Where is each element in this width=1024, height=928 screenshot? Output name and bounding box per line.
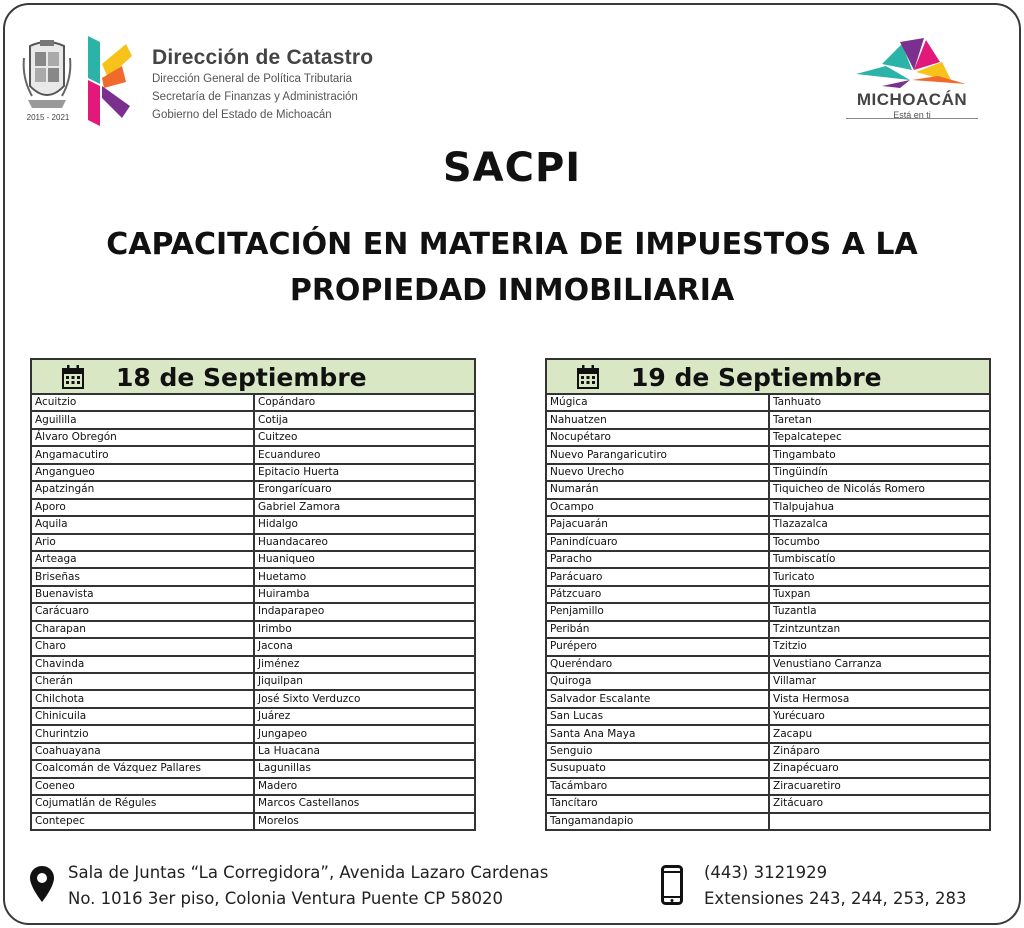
table-row [31,603,475,620]
state-logo-name: MICHOACÁN [856,90,968,109]
municipality-cell: Cojumatlán de Régules [31,795,254,812]
municipality-cell: Salvador Escalante [546,690,769,707]
municipality-cell: Tzintzuntzan [769,621,990,638]
municipality-cell: Senguio [546,743,769,760]
municipality-cell: Ario [31,534,254,551]
table-row [31,516,475,533]
state-logo-tagline: Está en ti [893,110,931,120]
table-row [546,446,990,463]
municipality-cell: Nahuatzen [546,411,769,428]
municipality-cell: Tingüindín [769,464,990,481]
municipality-cell: Álvaro Obregón [31,429,254,446]
municipality-cell: José Sixto Verduzco [254,690,475,707]
municipality-cell: Tumbiscatío [769,551,990,568]
table-row [31,690,475,707]
calendar-icon [62,365,84,389]
municipality-cell: Tiquicheo de Nicolás Romero [769,481,990,498]
municipality-cell: Aporo [31,499,254,516]
municipality-cell: Tocumbo [769,534,990,551]
table-row [546,656,990,673]
table-row [31,725,475,742]
page-subtitle [40,222,984,314]
coat-of-arms-icon [22,38,72,114]
municipality-cell: Lagunillas [254,760,475,777]
municipality-cell: Gabriel Zamora [254,499,475,516]
schedule-header [30,358,476,393]
municipality-cell: Coahuayana [31,743,254,760]
municipality-cell: Huiramba [254,586,475,603]
schedule-header [545,358,991,393]
municipality-cell: Jungapeo [254,725,475,742]
location-pin-icon [30,866,54,902]
municipality-cell: Acuitzio [31,394,254,411]
municipality-cell: Coeneo [31,778,254,795]
municipality-cell: Peribán [546,621,769,638]
municipality-cell: San Lucas [546,708,769,725]
municipality-cell: Cotija [254,411,475,428]
municipality-cell: Nuevo Parangaricutiro [546,446,769,463]
municipality-cell: Vista Hermosa [769,690,990,707]
municipality-cell: Briseñas [31,568,254,585]
table-row [31,760,475,777]
calendar-icon [577,365,599,389]
org-line: Dirección General de Política Tributaria [152,73,353,85]
municipality-cell: Tlalpujahua [769,499,990,516]
schedule-date: 18 de Septiembre [116,363,367,392]
mobile-phone-icon [661,865,683,905]
table-row [546,603,990,620]
table-row [546,795,990,812]
municipality-cell: Yurécuaro [769,708,990,725]
table-row [546,673,990,690]
municipality-cell: Ecuandureo [254,446,475,463]
table-row [31,534,475,551]
municipality-cell: Tangamandapio [546,813,769,830]
municipality-cell: Arteaga [31,551,254,568]
municipality-cell: Susupuato [546,760,769,777]
municipality-cell: Quiroga [546,673,769,690]
municipality-cell: Chilchota [31,690,254,707]
municipality-cell: Tacámbaro [546,778,769,795]
table-row [31,499,475,516]
page-title: SACPI [442,145,582,191]
municipality-cell: Cuitzeo [254,429,475,446]
table-row [31,795,475,812]
municipality-cell: Tepalcatepec [769,429,990,446]
municipality-cell: Jiquilpan [254,673,475,690]
municipality-cell: Hidalgo [254,516,475,533]
municipality-cell: Huaniqueo [254,551,475,568]
org-line: Gobierno del Estado de Michoacán [152,109,332,121]
municipality-table [545,393,991,831]
municipality-cell: Parácuaro [546,568,769,585]
municipality-cell: Ocampo [546,499,769,516]
schedule-date: 19 de Septiembre [631,363,882,392]
municipality-cell: Ziracuaretiro [769,778,990,795]
table-row [546,516,990,533]
municipality-cell: Aguililla [31,411,254,428]
municipality-cell: Tuxpan [769,586,990,603]
table-row [546,499,990,516]
table-row [31,411,475,428]
table-row [546,708,990,725]
table-row [31,586,475,603]
table-row [31,446,475,463]
municipality-cell: Angangueo [31,464,254,481]
table-row [31,551,475,568]
municipality-cell: Juárez [254,708,475,725]
table-row [546,690,990,707]
table-row [546,551,990,568]
municipality-cell: Zináparo [769,743,990,760]
municipality-cell: Cherán [31,673,254,690]
table-row [31,708,475,725]
municipality-cell: Buenavista [31,586,254,603]
municipality-cell: Tancítaro [546,795,769,812]
municipality-cell: Erongarícuaro [254,481,475,498]
municipality-cell: Villamar [769,673,990,690]
table-row [546,760,990,777]
table-row [546,534,990,551]
municipality-cell: Santa Ana Maya [546,725,769,742]
municipality-cell: Marcos Castellanos [254,795,475,812]
phone-number: (443) 3121929 [704,863,828,882]
municipality-cell: Numarán [546,481,769,498]
municipality-cell: Penjamillo [546,603,769,620]
table-row [546,429,990,446]
table-row [546,778,990,795]
table-row [31,638,475,655]
address-line: No. 1016 3er piso, Colonia Ventura Puente CP 58020 [68,889,503,908]
municipality-cell: Jiménez [254,656,475,673]
municipality-cell: Morelos [254,813,475,830]
municipality-cell: Nocupétaro [546,429,769,446]
municipality-cell: Churintzio [31,725,254,742]
contact-block [704,860,966,912]
municipality-cell: Tuzantla [769,603,990,620]
table-row [546,481,990,498]
address-line: Sala de Juntas “La Corregidora”, Avenida Lazaro Cardenas [68,863,549,882]
org-title: Dirección de Catastro [152,46,374,69]
table-row [546,464,990,481]
org-line: Secretaría de Finanzas y Administración [152,91,358,103]
municipality-cell: Jacona [254,638,475,655]
municipality-cell: Indaparapeo [254,603,475,620]
table-row [31,621,475,638]
municipality-cell: Contepec [31,813,254,830]
municipality-cell: Chinicuila [31,708,254,725]
municipality-cell: Panindícuaro [546,534,769,551]
table-row [31,394,475,411]
municipality-cell: Chavinda [31,656,254,673]
municipality-cell: Zitácuaro [769,795,990,812]
municipality-cell: Venustiano Carranza [769,656,990,673]
municipality-cell: Charo [31,638,254,655]
municipality-cell: Angamacutiro [31,446,254,463]
municipality-cell: Purépero [546,638,769,655]
municipality-cell: Aquila [31,516,254,533]
table-row [31,429,475,446]
table-row [546,621,990,638]
state-k-logo-icon [86,34,134,128]
municipality-cell: Huandacareo [254,534,475,551]
municipality-cell: Tanhuato [769,394,990,411]
municipality-cell: Turicato [769,568,990,585]
municipality-cell: La Huacana [254,743,475,760]
municipality-cell: Epitacio Huerta [254,464,475,481]
organization-block [152,46,373,124]
municipality-cell: Paracho [546,551,769,568]
table-row [546,411,990,428]
subtitle-line: CAPACITACIÓN EN MATERIA DE IMPUESTOS A LA [106,227,918,262]
municipality-cell: Tingambato [769,446,990,463]
municipality-cell: Carácuaro [31,603,254,620]
table-row [31,464,475,481]
municipality-cell: Taretan [769,411,990,428]
table-row [31,778,475,795]
municipality-cell: Tzitzio [769,638,990,655]
municipality-cell: Zinapécuaro [769,760,990,777]
municipality-cell: Huetamo [254,568,475,585]
table-row [546,813,990,830]
table-row [31,743,475,760]
municipality-cell: Apatzingán [31,481,254,498]
municipality-table [30,393,476,831]
municipality-cell: Múgica [546,394,769,411]
municipality-cell: Madero [254,778,475,795]
table-row [31,481,475,498]
municipality-cell: Nuevo Urecho [546,464,769,481]
schedule-day-2 [545,358,991,831]
table-row [546,394,990,411]
table-row [546,586,990,603]
years-label: 2015 - 2021 [26,113,70,122]
municipality-cell: Copándaro [254,394,475,411]
table-row [546,568,990,585]
municipality-cell: Coalcomán de Vázquez Pallares [31,760,254,777]
municipality-cell: Zacapu [769,725,990,742]
phone-extensions: Extensiones 243, 244, 253, 283 [704,889,967,908]
municipality-cell: Queréndaro [546,656,769,673]
table-row [31,568,475,585]
table-row [546,725,990,742]
address-block [68,860,548,912]
municipality-cell [769,813,990,830]
table-row [31,813,475,830]
municipality-cell: Charapan [31,621,254,638]
subtitle-line: PROPIEDAD INMOBILIARIA [289,273,735,308]
municipality-cell: Irimbo [254,621,475,638]
municipality-cell: Pajacuarán [546,516,769,533]
schedule-day-1 [30,358,476,831]
table-row [31,656,475,673]
table-row [546,743,990,760]
municipality-cell: Tlazazalca [769,516,990,533]
municipality-cell: Pátzcuaro [546,586,769,603]
table-row [546,638,990,655]
table-row [31,673,475,690]
